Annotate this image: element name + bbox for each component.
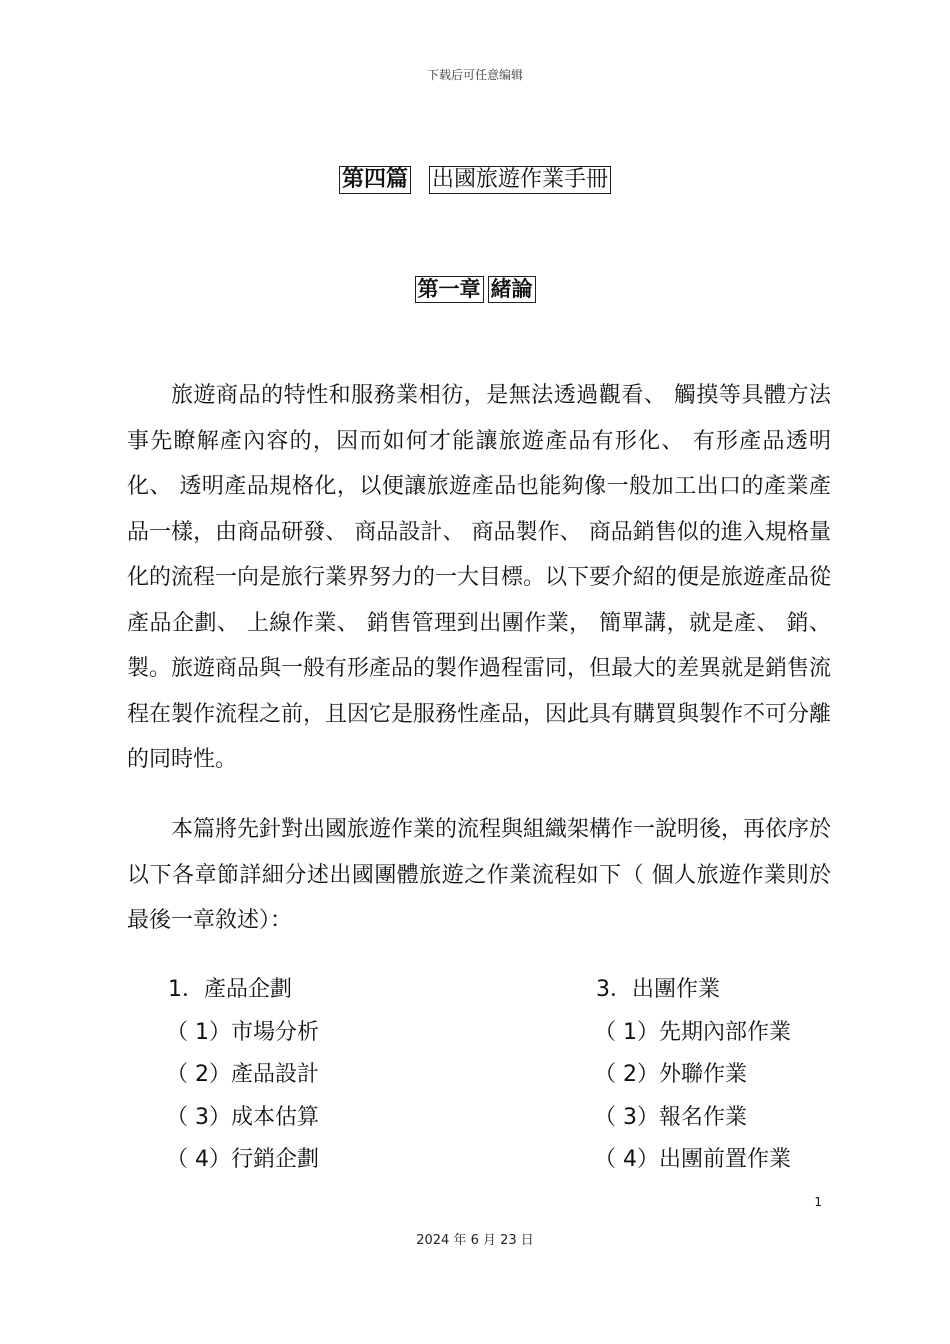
section-heading: 1．產品企劃: [168, 977, 292, 1002]
section-list-right: [594, 969, 791, 1182]
part-label: 第四篇: [339, 166, 411, 194]
section-heading: 3．出團作業: [596, 977, 720, 1002]
list-item: （ 3）報名作業: [594, 1104, 747, 1130]
section-list-left: [166, 969, 319, 1182]
chapter-heading: 緒論: [488, 276, 536, 303]
list-item: （ 1）市場分析: [166, 1019, 319, 1045]
part-title: [0, 166, 950, 194]
header-note: 下载后可任意编辑: [426, 68, 523, 82]
list-item: （ 2）產品設計: [166, 1062, 319, 1087]
list-item: （ 1）先期內部作業: [594, 1019, 791, 1045]
intro-paragraph: 旅遊商品的特性和服務業相彷，是無法透過觀看、 觸摸等具體方法事先瞭解產內容的，因而如何才能讓旅遊產品有形化、 有形產品透明化、 透明產品規格化，以便讓旅遊產品也能夠像一般加工出口的產業產品一樣，由商品研發、 商品設計、 商品製作、 商品銷售似的進入規格量化的流程一向是旅行業界努力的一大目標。以下要介紹的便是旅遊產品從產品企劃、 上線作業、 銷售管理到出團作業， 簡單講，就是產、 銷、 製。旅遊商品與一般有形產品的製作過程雷同，但最大的差異就是銷售流程在製作流程之前，且因它是服務性產品，因此具有購買與製作不可分離的同時性。: [127, 383, 832, 772]
chapter-label: 第一章: [415, 276, 484, 303]
footer-date: 2024 年 6 月 23 日: [416, 1233, 534, 1248]
page-number: 1: [814, 1195, 822, 1209]
list-item: （ 4）出團前置作業: [594, 1147, 791, 1172]
outline-paragraph: 本篇將先針對出國旅遊作業的流程與組織架構作一說明後，再依序於以下各章節詳細分述出國團體旅遊之作業流程如下（ 個人旅遊作業則於最後一章敘述）：: [127, 817, 832, 933]
part-heading: 出國旅遊作業手冊: [429, 166, 611, 194]
list-item: （ 4）行銷企劃: [166, 1147, 319, 1172]
chapter-title: [0, 276, 950, 303]
list-item: （ 2）外聯作業: [594, 1062, 747, 1087]
list-item: （ 3）成本估算: [166, 1104, 319, 1130]
